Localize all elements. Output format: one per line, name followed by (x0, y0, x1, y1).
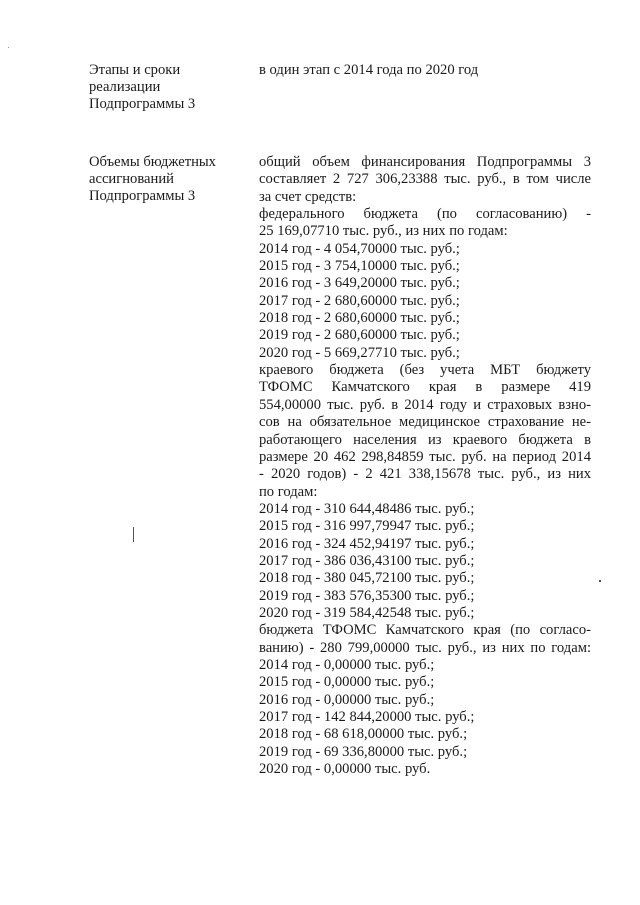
budget-line: 2015 год - 316 997,79947 тыс. руб.; (259, 518, 475, 535)
budget-line: 2015 год - 3 754,10000 тыс. руб.; (259, 258, 460, 275)
budget-line: ванию) - 280 799,00000 тыс. руб., из них по годам: (259, 639, 591, 656)
budget-line: за счет средств: (259, 188, 357, 205)
budget-line: 2014 год - 0,00000 тыс. руб.; (259, 656, 435, 673)
budget-line: бюджета ТФОМС Камчатского края (по согласо- (259, 622, 591, 639)
budget-line: размере 20 462 298,84859 тыс. руб. на период 2014 (259, 448, 591, 465)
budget-line: федерального бюджета (по согласованию) - (259, 206, 591, 223)
budget-line: - 2020 годов) - 2 421 338,15678 тыс. руб., из них (259, 466, 591, 483)
stages-label: Этапы и сроки реализации Подпрограммы 3 (89, 62, 196, 113)
budget-value (259, 154, 591, 778)
budget-line: краевого бюджета (без учета МБТ бюджету (259, 362, 591, 379)
budget-line: 25 169,07710 тыс. руб., из них по годам: (259, 223, 508, 240)
budget-line: 2018 год - 380 045,72100 тыс. руб.; (259, 570, 475, 587)
budget-line: ТФОМС Камчатского края в размере 419 (259, 379, 591, 396)
budget-line: 2016 год - 0,00000 тыс. руб.; (259, 691, 435, 708)
budget-line: 554,00000 тыс. руб. в 2014 году и страховых взно- (259, 396, 591, 413)
budget-line: 2018 год - 68 618,00000 тыс. руб.; (259, 726, 468, 743)
budget-label: Объемы бюджетных ассигнований Подпрограммы 3 (89, 154, 216, 205)
budget-line: 2016 год - 3 649,20000 тыс. руб.; (259, 275, 460, 292)
budget-line: 2017 год - 2 680,60000 тыс. руб.; (259, 292, 460, 309)
budget-line: 2019 год - 383 576,35300 тыс. руб.; (259, 587, 475, 604)
scan-mark-left (133, 527, 134, 542)
budget-line: 2019 год - 69 336,80000 тыс. руб.; (259, 743, 468, 760)
budget-line: по годам: (259, 483, 318, 500)
stages-value: в один этап с 2014 года по 2020 год (259, 62, 479, 78)
budget-line: 2017 год - 142 844,20000 тыс. руб.; (259, 709, 475, 725)
budget-line: составляет 2 727 306,23388 тыс. руб., в том числе (259, 171, 591, 188)
budget-line: 2017 год - 386 036,43100 тыс. руб.; (259, 552, 475, 569)
budget-line: 2020 год - 0,00000 тыс. руб. (259, 761, 431, 778)
budget-line: 2020 год - 319 584,42548 тыс. руб.; (259, 604, 475, 621)
budget-line: 2014 год - 310 644,48486 тыс. руб.; (259, 500, 475, 517)
budget-line: 2018 год - 2 680,60000 тыс. руб.; (259, 310, 460, 327)
budget-line: общий объем финансирования Подпрограммы 3 (259, 154, 591, 170)
budget-line: 2016 год - 324 452,94197 тыс. руб.; (259, 535, 475, 552)
budget-line: 2020 год - 5 669,27710 тыс. руб.; (259, 344, 460, 361)
budget-line: 2014 год - 4 054,70000 тыс. руб.; (259, 240, 460, 257)
budget-line: 2019 год - 2 680,60000 тыс. руб.; (259, 327, 460, 344)
budget-line: сов на обязательное медицинское страхование не- (259, 414, 591, 431)
budget-line: 2015 год - 0,00000 тыс. руб.; (259, 674, 435, 691)
budget-line: работающего населения из краевого бюджета в (259, 431, 591, 448)
scan-dot-top (8, 47, 9, 48)
scan-dot-right (599, 580, 601, 582)
